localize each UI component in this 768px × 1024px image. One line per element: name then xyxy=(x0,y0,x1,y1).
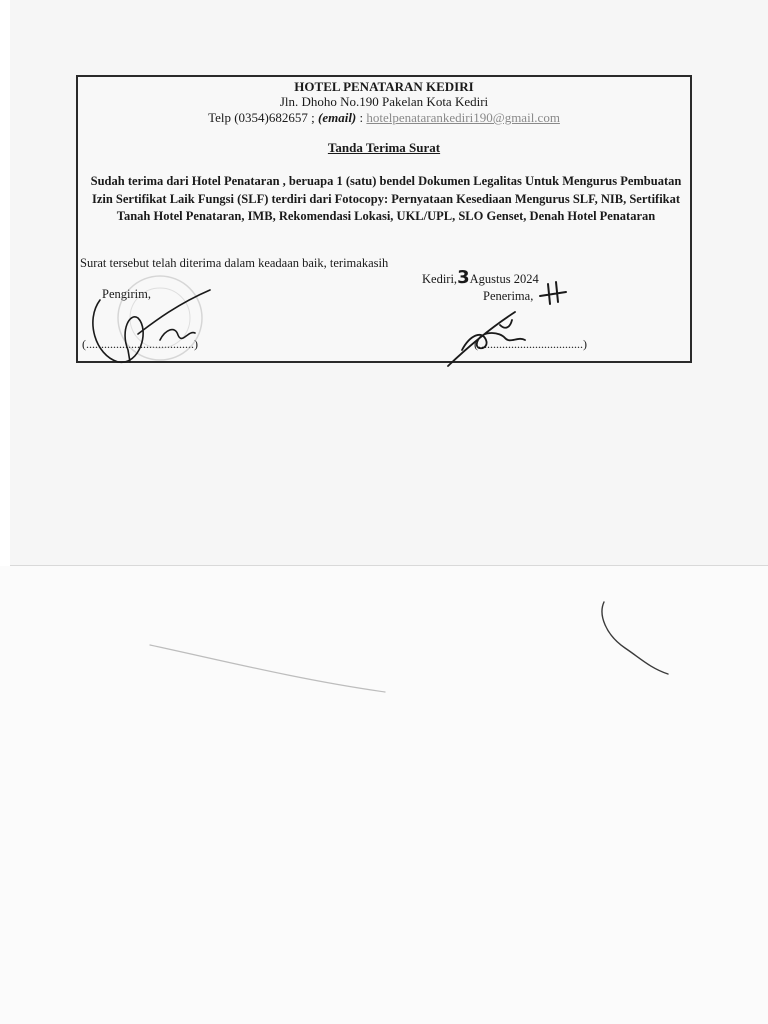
email-link[interactable]: hotelpenatarankediri190@gmail.com xyxy=(366,110,560,125)
closing-statement: Surat tersebut telah diterima dalam keadaan baik, terimakasih xyxy=(80,256,389,270)
email-separator: : xyxy=(356,110,367,125)
hotel-contact xyxy=(78,110,690,126)
sender-label: Pengirim, xyxy=(102,287,151,301)
sender-signature-line: (....................................) xyxy=(82,337,198,351)
email-label: (email) xyxy=(318,110,357,125)
hotel-address: Jln. Dhoho No.190 Pakelan Kota Kediri xyxy=(279,94,489,109)
hotel-name: HOTEL PENATARAN KEDIRI xyxy=(294,79,474,94)
receipt-body-text: Sudah terima dari Hotel Penataran , beruapa 1 (satu) bendel Dokumen Legalitas Untuk Mengurus Pembuatan Izin Sertifikat Laik Fungsi (SLF) terdiri dari Fotocopy: Pernyataan Kesediaan Mengurus SLF, NIB, Sertifikat Tanah Hotel Penataran, IMB, Rekomendasi Lokasi, UKL/UPL, SLO Genset, Denah Hotel Penataran xyxy=(90,174,682,223)
handwritten-day: 3 xyxy=(457,267,470,288)
date-month-year: Agustus 2024 xyxy=(469,272,539,286)
page-left-margin xyxy=(0,0,10,565)
blank-lower-page xyxy=(0,566,768,1024)
receiver-signature-line: (...................................) xyxy=(474,337,587,351)
receipt-letter xyxy=(76,75,692,363)
date-place: Kediri, xyxy=(422,272,458,286)
place-and-date xyxy=(422,267,539,288)
phone-number: Telp (0354)682657 ; xyxy=(208,110,318,125)
document-title: Tanda Terima Surat xyxy=(327,140,441,155)
receiver-label: Penerima, xyxy=(483,289,534,303)
